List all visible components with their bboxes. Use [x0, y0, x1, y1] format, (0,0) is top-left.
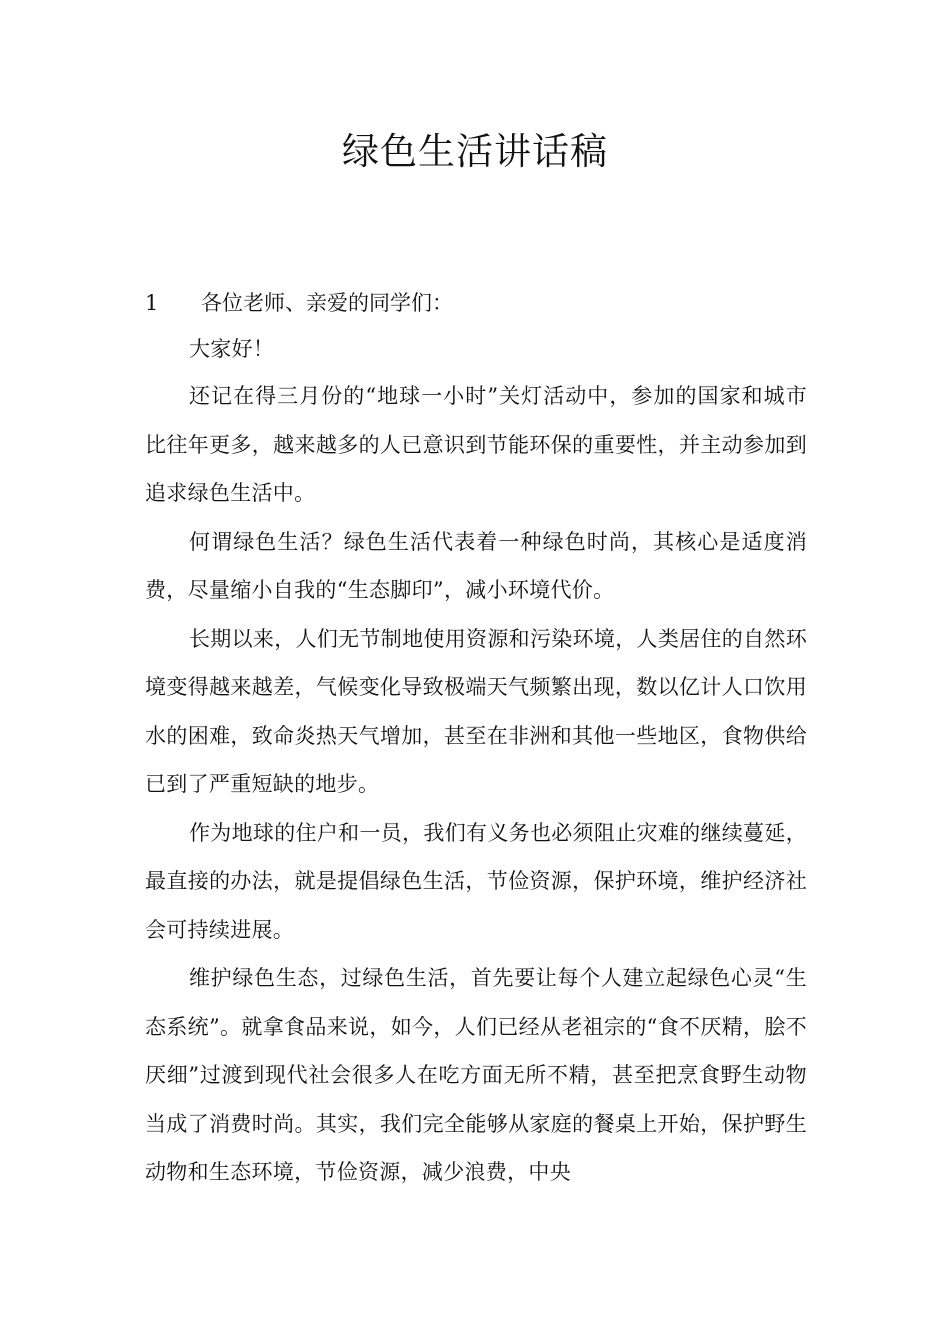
document-body: [145, 280, 807, 1197]
body-paragraph: 长期以来，人们无节制地使用资源和污染环境，人类居住的自然环境变得越来越差，气候变化导致极端天气频繁出现，数以亿计人口饮用水的困难，致命炎热天气增加，甚至在非洲和其他一些地区，食物供给已到了严重短缺的地步。: [145, 626, 807, 796]
body-paragraph: 何谓绿色生活？绿色生活代表着一种绿色时尚，其核心是适度消费，尽量缩小自我的“生态脚印”，减小环境代价。: [145, 529, 807, 602]
body-paragraph: 还记在得三月份的“地球一小时”关灯活动中，参加的国家和城市比往年更多，越来越多的人已意识到节能环保的重要性，并主动参加到追求绿色生活中。: [145, 384, 807, 505]
salutation-line: [145, 280, 807, 326]
document-title: 绿色生活讲话稿: [342, 130, 608, 173]
greeting-paragraph: 大家好！: [189, 337, 275, 361]
salutation-text: 各位老师、亲爱的同学们：: [201, 291, 453, 315]
list-number: 1: [145, 291, 159, 315]
body-paragraph: 作为地球的住户和一员，我们有义务也必须阻止灾难的继续蔓延，最直接的办法，就是提倡绿色生活，节俭资源，保护环境，维护经济社会可持续进展。: [145, 820, 807, 942]
body-paragraph: 维护绿色生态，过绿色生活，首先要让每个人建立起绿色心灵“生态系统”。就拿食品来说，如今，人们已经从老祖宗的“食不厌精，脍不厌细”过渡到现代社会很多人在吃方面无所不精，甚至把烹食野生动物当成了消费时尚。其实，我们完全能够从家庭的餐桌上开始，保护野生动物和生态环境，节俭资源，减少浪费，中央: [145, 966, 807, 1184]
